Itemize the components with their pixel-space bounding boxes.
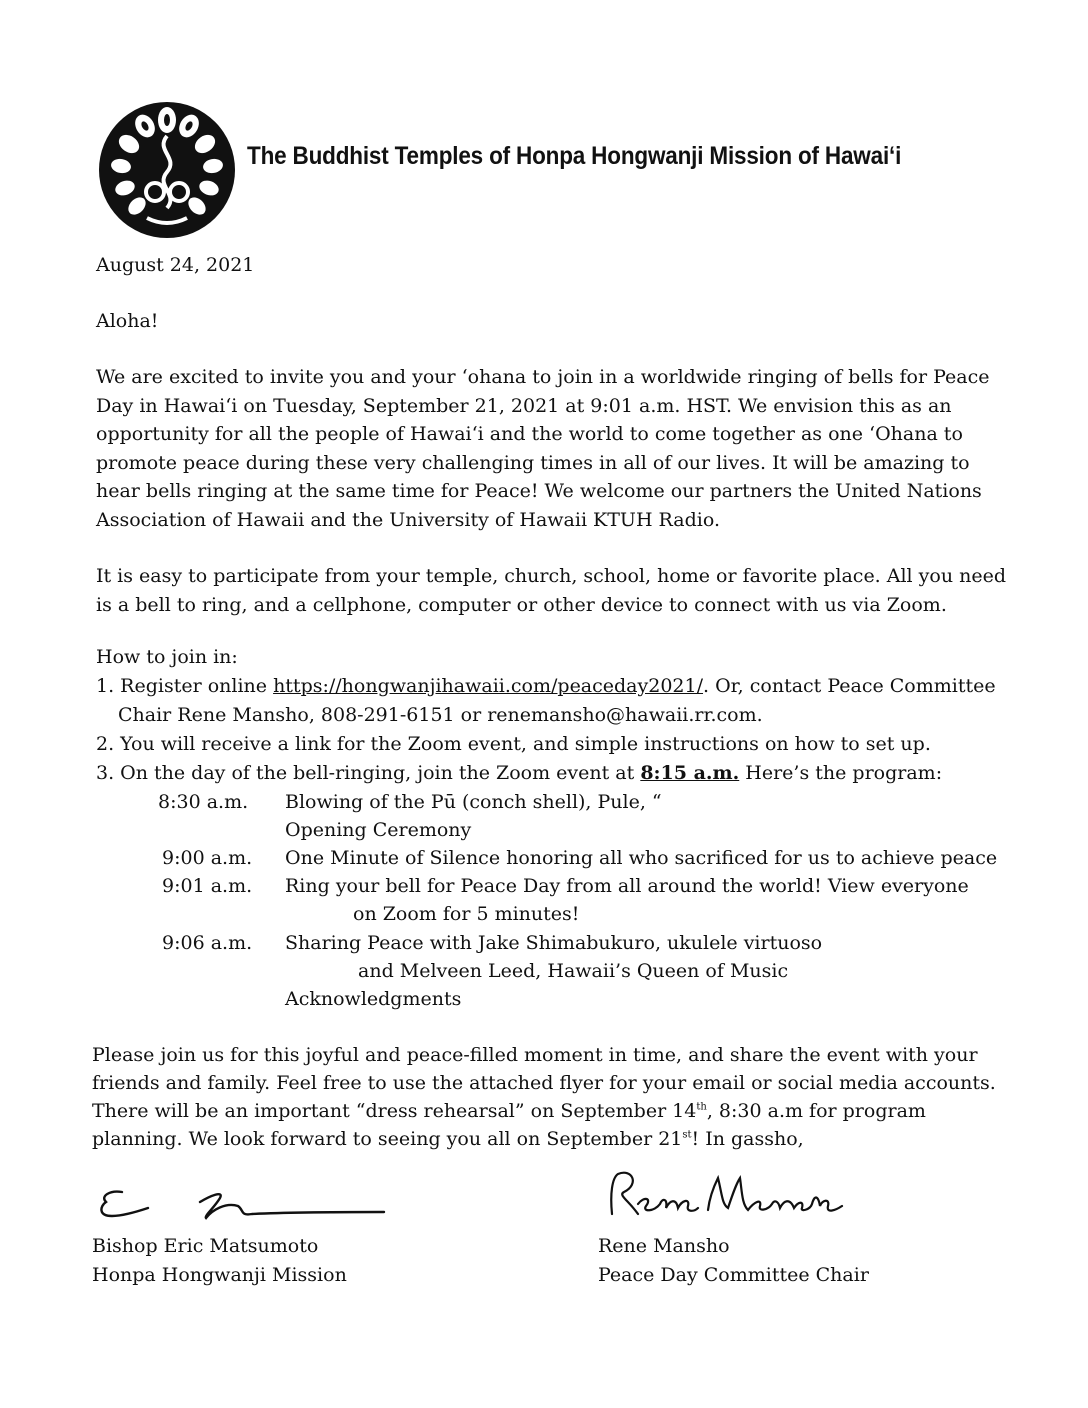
closing-line: friends and family. Feel free to use the attached flyer for your email or social media accounts. [92,1072,996,1094]
program-time: 9:06 a.m. [162,932,253,954]
program-item: Opening Ceremony [285,819,472,841]
program-time: 9:01 a.m. [162,875,253,897]
invitation-line: hear bells ringing at the same time for Peace! We welcome our partners the United Nations [96,480,982,503]
bishop-title: Honpa Hongwanji Mission [92,1264,347,1286]
step-3-suffix: Here’s the program: [739,762,943,784]
program-time: 8:30 a.m. [158,791,249,813]
ordinal-suffix: st [682,1129,692,1141]
step-1-prefix: 1. Register online [96,675,274,697]
closing-text: , 8:30 a.m for program [706,1100,926,1122]
participation-line: is a bell to ring, and a cellphone, computer or other device to connect with us via Zoom. [96,593,947,616]
invitation-line: promote peace during these very challenging times in all of our lives. It will be amazing to [96,451,970,474]
bishop-name: Bishop Eric Matsumoto [92,1235,319,1257]
how-to-title: How to join in: [96,646,238,668]
program-time: 9:00 a.m. [162,847,253,869]
closing-text: planning. We look forward to seeing you all on September 21 [92,1128,683,1150]
program-item: on Zoom for 5 minutes! [353,903,580,925]
closing-line [92,1100,926,1122]
invitation-line: We are excited to invite you and your ‘ohana to join in a worldwide ringing of bells for Peace [96,366,990,388]
letter-greeting: Aloha! [96,310,159,332]
organization-name: The Buddhist Temples of Honpa Hongwanji Mission of Hawai‘i [247,142,902,170]
program-item: and Melveen Leed, Hawaii’s Queen of Music [358,960,789,982]
program-item: Acknowledgments [285,988,462,1010]
program-item: Blowing of the Pū (conch shell), Pule, “ [285,791,662,813]
step-3-prefix: 3. On the day of the bell-ringing, join the Zoom event at [96,762,641,784]
closing-text: ! In gassho, [691,1128,804,1150]
step-3 [96,762,942,784]
participation-line: It is easy to participate from your temple, church, school, home or favorite place. All you need [96,565,1007,587]
temple-emblem-logo [97,100,237,240]
letter-date: August 24, 2021 [96,254,255,276]
ordinal-suffix: th [696,1101,707,1113]
zoom-start-time: 8:15 a.m. [640,762,740,784]
program-item: Sharing Peace with Jake Shimabukuro, ukulele virtuoso [285,932,823,954]
participation-paragraph [96,562,1007,619]
chair-name: Rene Mansho [598,1235,730,1257]
bishop-signature [92,1182,392,1230]
step-1-suffix: . Or, contact Peace Committee [703,675,996,697]
closing-line: Please join us for this joyful and peace-filled moment in time, and share the event with your [92,1044,978,1066]
closing-text: There will be an important “dress rehearsal” on September 14 [92,1100,697,1122]
registration-link[interactable]: https://hongwanjihawaii.com/peaceday2021/ [273,675,704,697]
rene-signature [598,1164,858,1228]
invitation-line: opportunity for all the people of Hawai‘i and the world to come together as one ‘Ohana to [96,423,963,446]
closing-line [92,1128,804,1150]
chair-title: Peace Day Committee Chair [598,1264,869,1286]
invitation-line: Day in Hawai‘i on Tuesday, September 21, 2021 at 9:01 a.m. HST. We envision this as an [96,394,952,417]
program-item: One Minute of Silence honoring all who sacrificed for us to achieve peace [285,847,998,869]
step-1 [96,675,996,697]
step-1-contact: Chair Rene Mansho, 808-291-6151 or renemansho@hawaii.rr.com. [118,704,763,726]
invitation-line: Association of Hawaii and the University of Hawaii KTUH Radio. [96,508,721,531]
invitation-paragraph [96,363,990,535]
step-2: 2. You will receive a link for the Zoom event, and simple instructions on how to set up. [96,733,931,755]
program-item: Ring your bell for Peace Day from all around the world! View everyone [285,875,969,897]
